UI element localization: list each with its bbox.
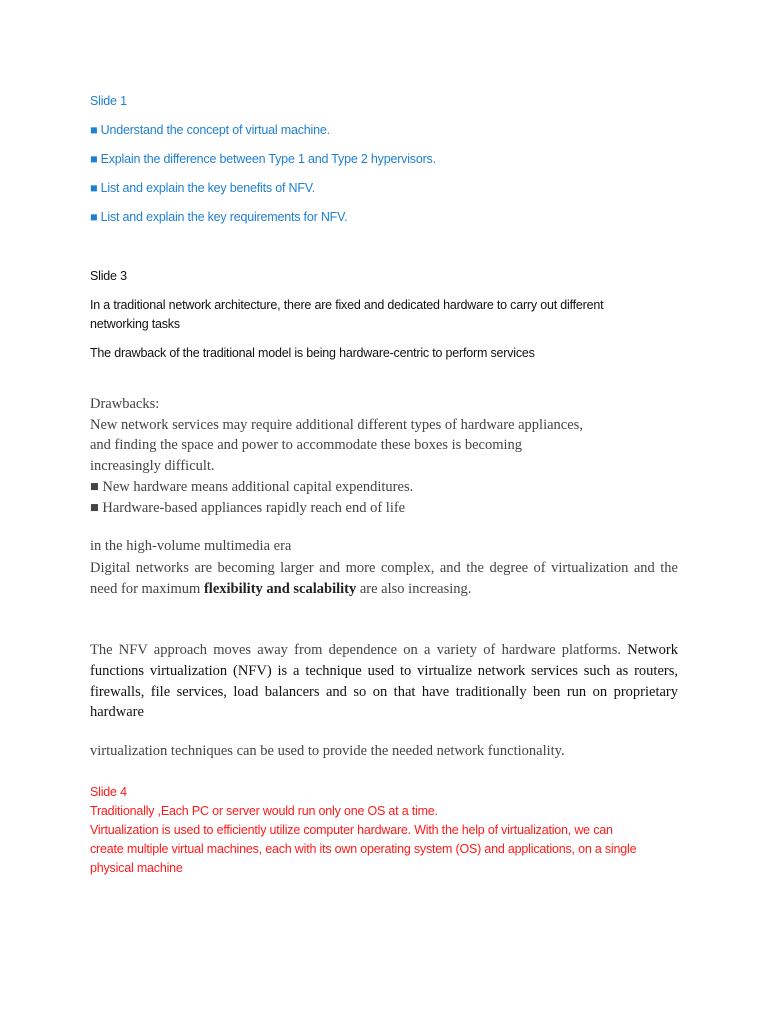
slide4-line: Traditionally ,Each PC or server would run only one OS at a time. bbox=[90, 804, 438, 818]
flexibility-scalability-emphasis: flexibility and scalability bbox=[203, 580, 357, 597]
drawbacks-heading: Drawbacks: bbox=[90, 396, 160, 412]
nfv-definition: Network functions virtualization (NFV) is a technique used to virtualize network services such as routers, firewalls, file services, load balancers and so on that have traditionally been run on proprietary hardware bbox=[90, 642, 678, 721]
slide4-heading: Slide 4 bbox=[90, 785, 127, 799]
slide1-bullet: ■ List and explain the key requirements for NFV. bbox=[90, 210, 348, 224]
slide3-drawback-summary: The drawback of the traditional model is being hardware-centric to perform services bbox=[90, 346, 535, 360]
slide1-bullet: ■ List and explain the key benefits of NFV. bbox=[90, 181, 316, 195]
slide1-bullet: ■ Explain the difference between Type 1 and Type 2 hypervisors. bbox=[90, 152, 436, 166]
digital-text: Digital networks are becoming larger and more complex, and the degree of virtualization and the need for maximum bbox=[90, 560, 678, 597]
slide4-block bbox=[90, 783, 636, 878]
nfv-paragraph bbox=[90, 640, 678, 723]
slide4-line: Virtualization is used to efficiently utilize computer hardware. With the help of virtualization, we can bbox=[90, 823, 613, 837]
slide3-heading: Slide 3 bbox=[90, 269, 127, 283]
virtualization-line: virtualization techniques can be used to provide the needed network functionality. bbox=[90, 743, 565, 759]
era-line: in the high-volume multimedia era bbox=[90, 538, 292, 554]
drawbacks-line: and finding the space and power to accommodate these boxes is becoming bbox=[90, 437, 523, 454]
drawbacks-line: increasingly difficult. bbox=[90, 458, 215, 475]
slide1-heading: Slide 1 bbox=[90, 94, 127, 108]
drawbacks-bullet: ■ New hardware means additional capital expenditures. bbox=[90, 478, 414, 495]
slide3-paragraph-line: In a traditional network architecture, there are fixed and dedicated hardware to carry out different bbox=[90, 298, 604, 312]
drawbacks-line: New network services may require additional different types of hardware appliances, bbox=[90, 416, 583, 433]
drawbacks-bullet: ■ Hardware-based appliances rapidly reach end of life bbox=[90, 499, 406, 516]
slide1-bullet: ■ Understand the concept of virtual machine. bbox=[90, 123, 330, 137]
slide4-line: create multiple virtual machines, each with its own operating system (OS) and applications, on a single bbox=[90, 842, 637, 856]
slide4-line: physical machine bbox=[90, 861, 183, 875]
digital-text-end: are also increasing. bbox=[356, 580, 472, 597]
digital-networks-paragraph bbox=[90, 558, 678, 600]
nfv-intro: The NFV approach moves away from dependence on a variety of hardware platforms. bbox=[90, 642, 628, 658]
drawbacks-block bbox=[90, 394, 583, 518]
slide3-paragraph-line: networking tasks bbox=[90, 317, 180, 331]
